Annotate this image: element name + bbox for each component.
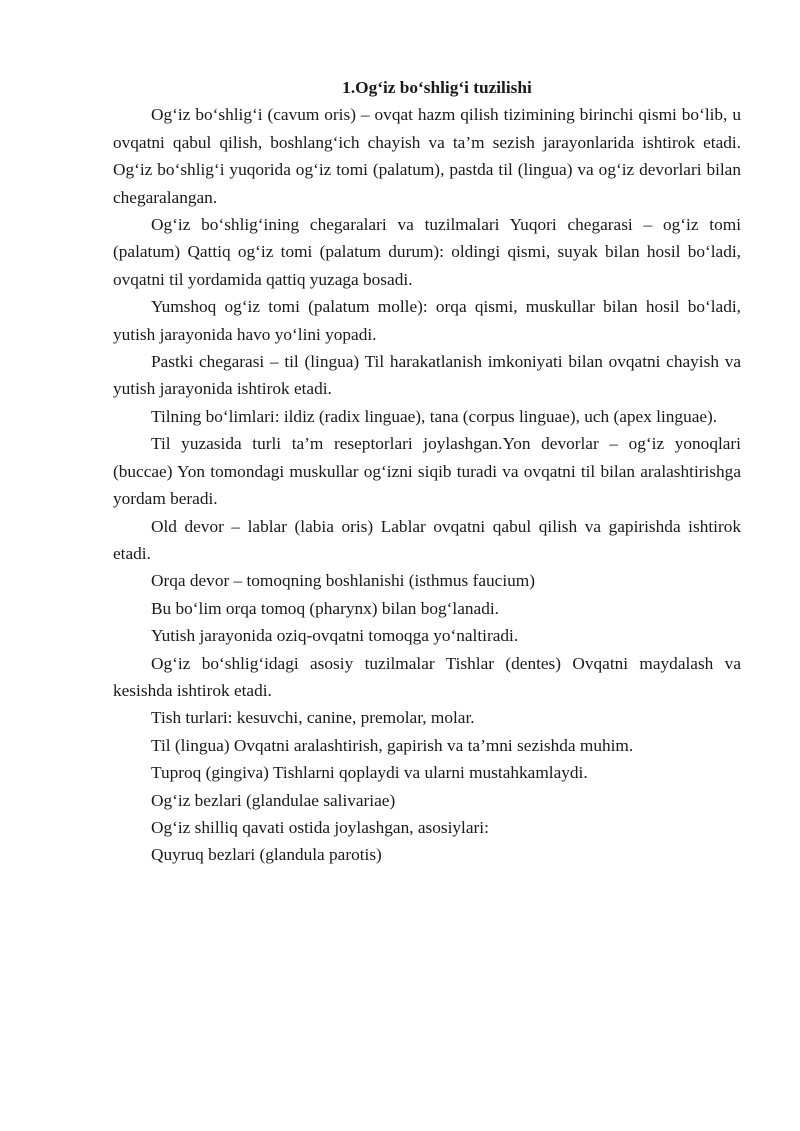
paragraph-gingiva: Tuproq (gingiva) Tishlarni qoplaydi va ularni mustahkamlaydi. [151, 763, 588, 783]
paragraph-side-walls: Til yuzasida turli ta’m reseptorlari joylashgan.Yon devorlar – og‘iz yonoqlari (buccae) Yon tomondagi muskullar og‘izni siqib turadi va ovqatni til bilan aralashtirishga yordam beradi. [113, 434, 741, 509]
paragraph-soft-palate: Yumshoq og‘iz tomi (palatum molle): orqa qismi, muskullar bilan hosil bo‘ladi, yutish jarayonida havo yo‘lini yopadi. [113, 297, 741, 344]
paragraph-parotid: Quyruq bezlari (glandula parotis) [151, 845, 382, 865]
document-title: 1.Og‘iz bo‘shlig‘i tuzilishi [342, 78, 532, 97]
paragraph-back-wall: Orqa devor – tomoqning boshlanishi (isthmus faucium) [151, 571, 535, 591]
paragraph-intro: Og‘iz bo‘shlig‘i (cavum oris) – ovqat hazm qilish tizimining birinchi qismi bo‘lib, u ovqatni qabul qilish, boshlang‘ich chayish va ta’m sezish jarayonlarida ishtirok etadi. Og‘iz bo‘shlig‘i yuqorida og‘iz tomi (palatum), pastda til (lingua) va og‘iz devorlari bilan chegaralangan. [113, 105, 741, 207]
paragraph-tongue-parts: Tilning bo‘limlari: ildiz (radix linguae), tana (corpus linguae), uch (apex linguae). [151, 406, 718, 426]
paragraph-pharynx: Bu bo‘lim orqa tomoq (pharynx) bilan bog‘lanadi. [151, 598, 499, 618]
paragraph-mucosa: Og‘iz shilliq qavati ostida joylashgan, asosiylari: [151, 817, 489, 837]
paragraph-lower-boundary: Pastki chegarasi – til (lingua) Til harakatlanish imkoniyati bilan ovqatni chayish va yutish jarayonida ishtirok etadi. [113, 352, 741, 399]
paragraph-tongue: Til (lingua) Ovqatni aralashtirish, gapirish va ta’mni sezishda muhim. [151, 735, 634, 755]
paragraph-front-wall: Old devor – lablar (labia oris) Lablar ovqatni qabul qilish va gapirishda ishtirok etadi. [113, 516, 741, 563]
paragraph-teeth: Og‘iz bo‘shlig‘idagi asosiy tuzilmalar Tishlar (dentes) Ovqatni maydalash va kesishda ishtirok etadi. [113, 653, 741, 700]
paragraph-salivary-glands: Og‘iz bezlari (glandulae salivariae) [151, 790, 396, 810]
paragraph-swallowing: Yutish jarayonida oziq-ovqatni tomoqga yo‘naltiradi. [151, 626, 519, 646]
paragraph-tooth-types: Tish turlari: kesuvchi, canine, premolar, molar. [151, 708, 475, 728]
document-page [113, 74, 741, 869]
paragraph-boundaries: Og‘iz bo‘shlig‘ining chegaralari va tuzilmalari Yuqori chegarasi – og‘iz tomi (palatum) Qattiq og‘iz tomi (palatum durum): oldingi qismi, suyak bilan hosil bo‘ladi, ovqatni til yordamida qattiq yuzaga bosadi. [113, 215, 741, 289]
